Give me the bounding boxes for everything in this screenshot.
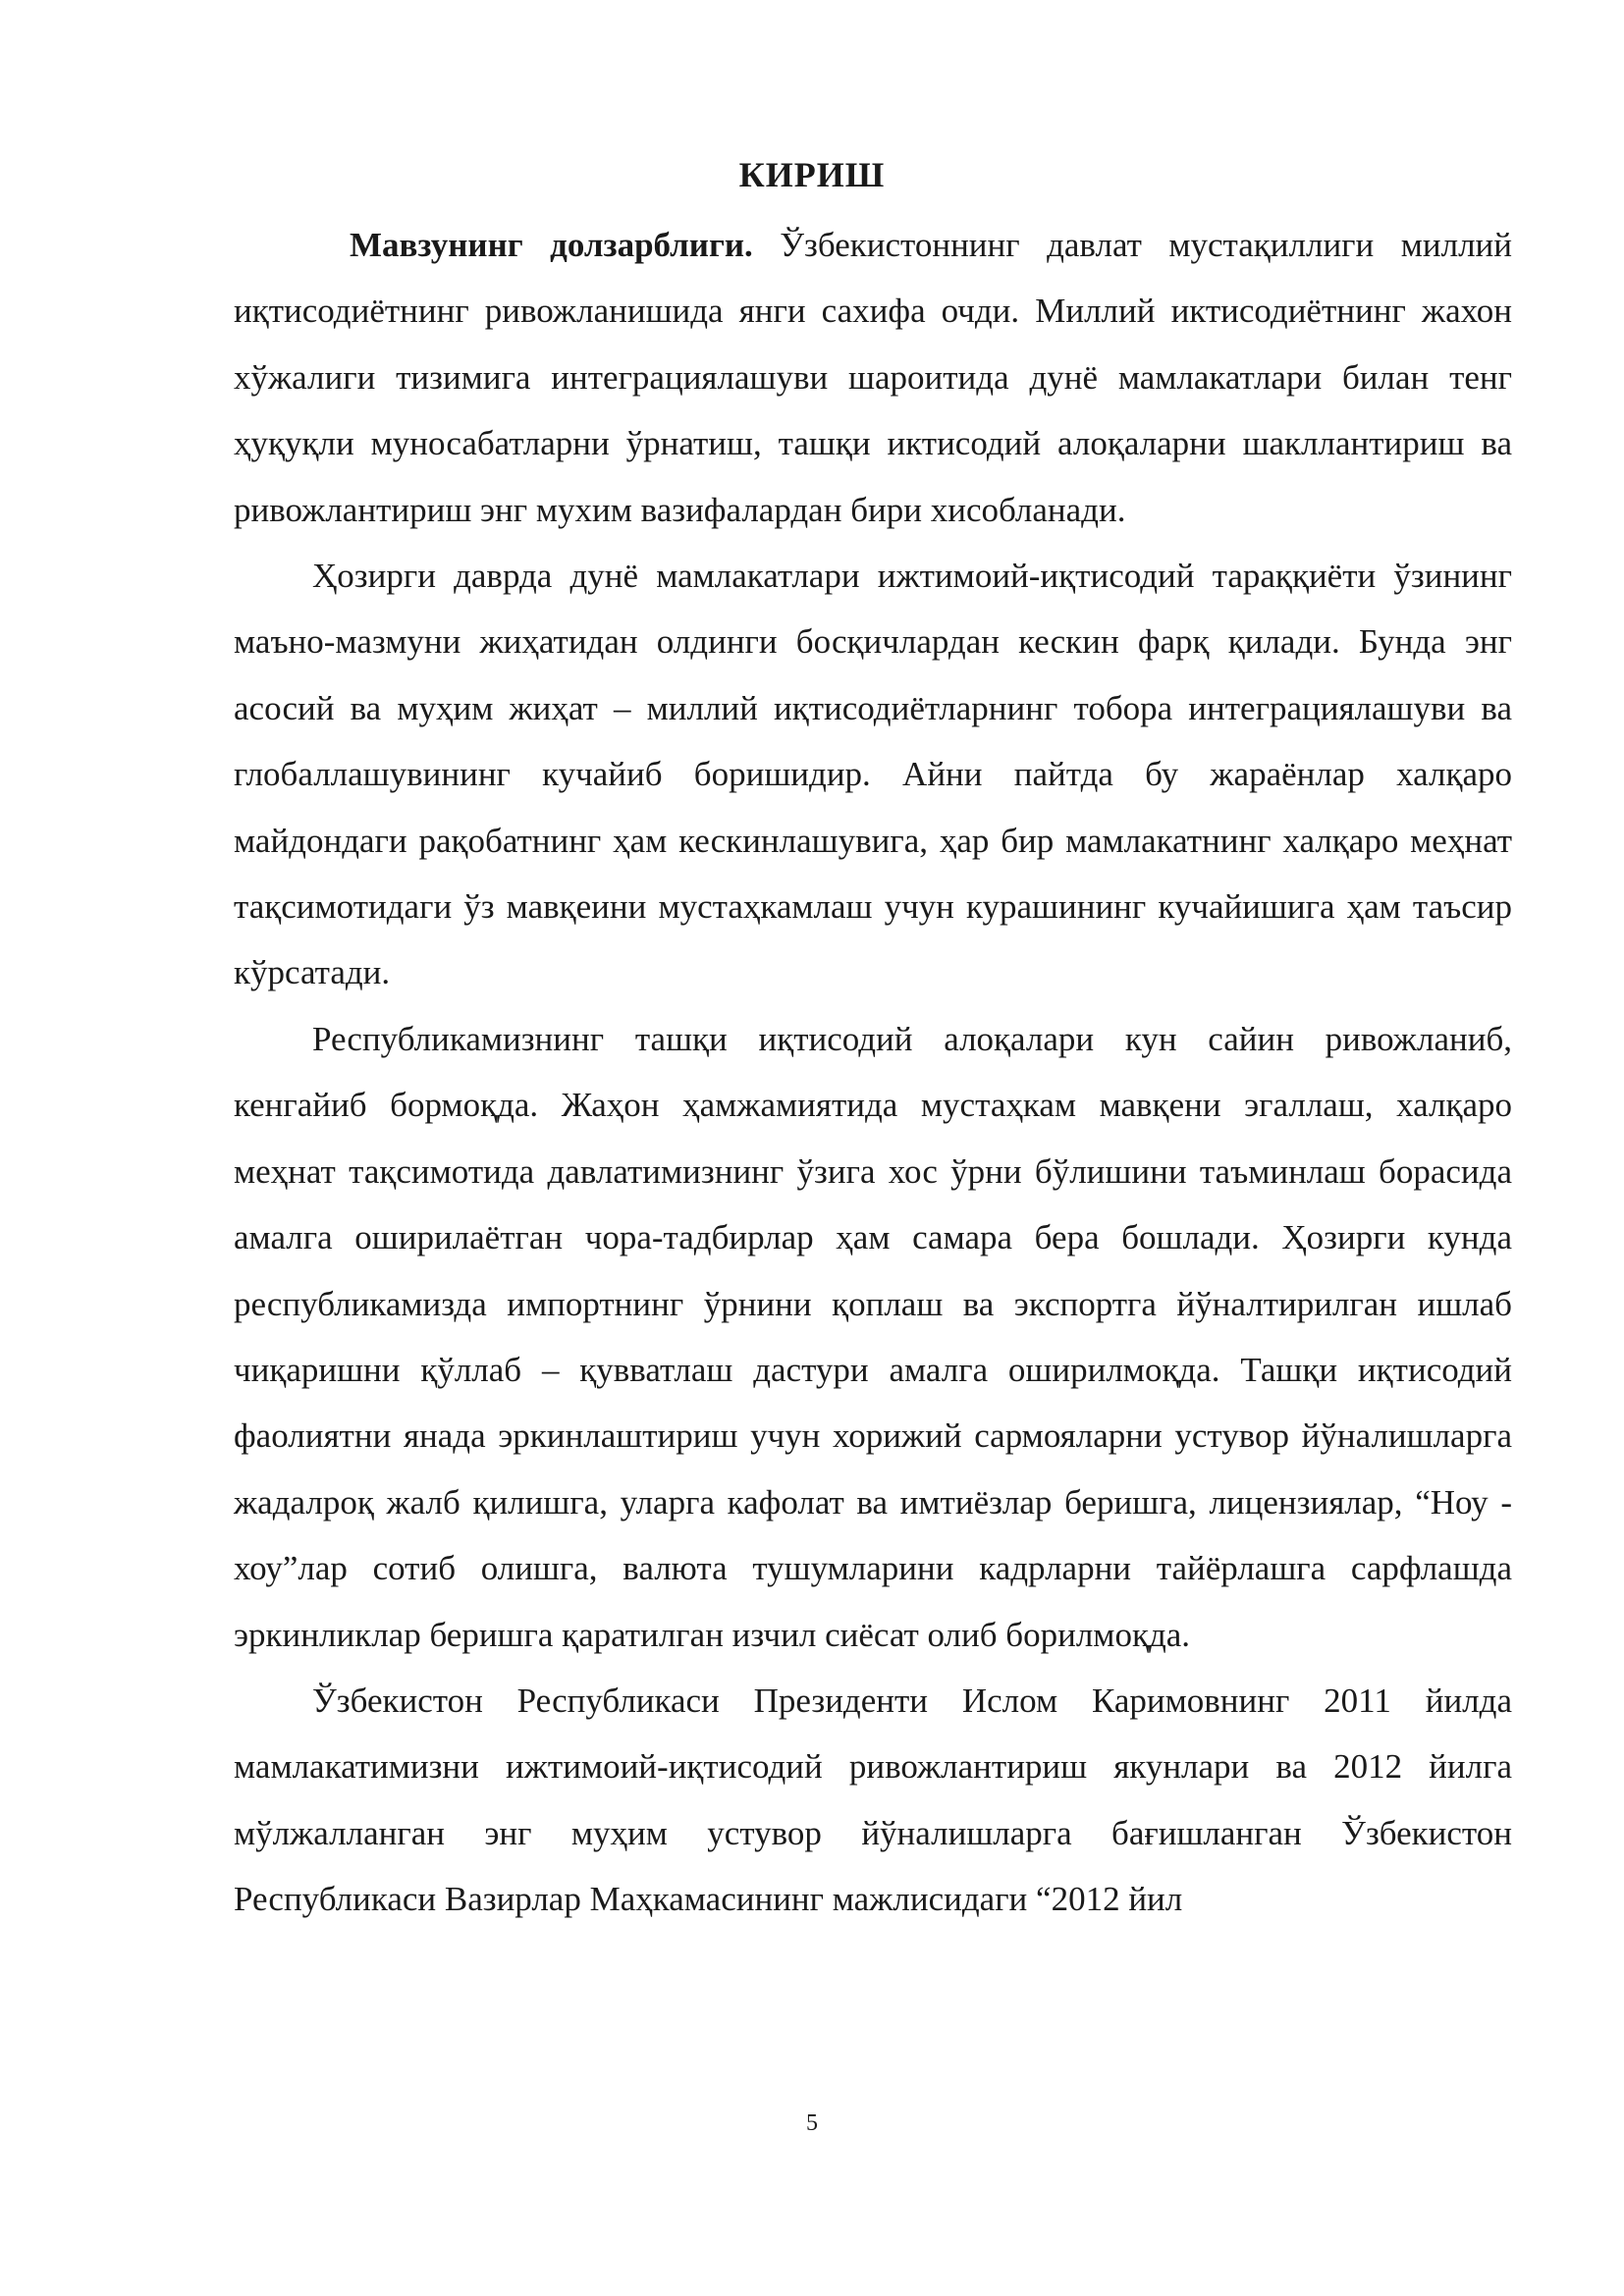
paragraph-lead-bold: Мавзунинг долзарблиги. (350, 226, 753, 264)
paragraph: Ҳозирги даврда дунё мамлакатлари ижтимоий-иқтисодий тараққиёти ўзининг маъно-мазмуни жиҳатидан олдинги босқичлардан кескин фарқ қилади. Бунда энг асосий ва муҳим жиҳат – миллий иқтисодиётларнинг тобора интеграциялашуви ва глобаллашувининг кучайиб боришидир. Айни пайтда бу жараёнлар халқаро майдондаги рақобатнинг ҳам кескинлашувига, ҳар бир мамлакатнинг халқаро меҳнат тақсимотидаги ўз мавқеини мустаҳкамлаш учун курашининг кучайишига ҳам таъсир кўрсатади. (234, 557, 1512, 992)
body-text (234, 212, 1512, 1933)
paragraph: Республикамизнинг ташқи иқтисодий алоқалари кун сайин ривожланиб, кенгайиб бормоқда. Жаҳон ҳамжамиятида мустаҳкам мавқени эгаллаш, халқаро меҳнат тақсимотида давлатимизнинг ўзига хос ўрни бўлишини таъминлаш борасида амалга оширилаётган чора-тадбирлар ҳам самара бера бошлади. Ҳозирги кунда республикамизда импортнинг ўрнини қоплаш ва экспортга йўналтирилган ишлаб чиқаришни қўллаб – қувватлаш дастури амалга оширилмоқда. Ташқи иқтисодий фаолиятни янада эркинлаштириш учун хорижий сармояларни устувор йўналишларга жадалроқ жалб қилишга, уларга кафолат ва имтиёзлар беришга, лицензиялар, “Ноу - хоу”лар сотиб олишга, валюта тушумларини кадрларни тайёрлашга сарфлашда эркинликлар беришга қаратилган изчил сиёсат олиб борилмоқда. (234, 1019, 1512, 1654)
paragraph-relevance (234, 212, 1512, 543)
page-number: 5 (806, 2110, 818, 2136)
paragraph: Ўзбекистон Республикаси Президенти Ислом Каримовнинг 2011 йилда мамлакатимизни ижтимоий-иқтисодий ривожлантириш якунлари ва 2012 йилга мўлжалланган энг муҳим устувор йўналишларга бағишланган Ўзбекистон Республикаси Вазирлар Маҳкамасининг мажлисидаги “2012 йил (234, 1681, 1512, 1919)
page-title: КИРИШ (738, 155, 886, 194)
paragraph-text: Ўзбекистоннинг давлат мустақиллиги миллий иқтисодиётнинг ривожланишида янги сахифа очди. Миллий иктисодиётнинг жахон хўжалиги тизимига интеграциялашуви шароитида дунё мамлакатлари билан тенг ҳуқуқли муносабатларни ўрнатиш, ташқи иктисодий алоқаларни шакллантириш ва ривожлантириш энг мухим вазифалардан бири хисобланади. (234, 226, 1513, 529)
